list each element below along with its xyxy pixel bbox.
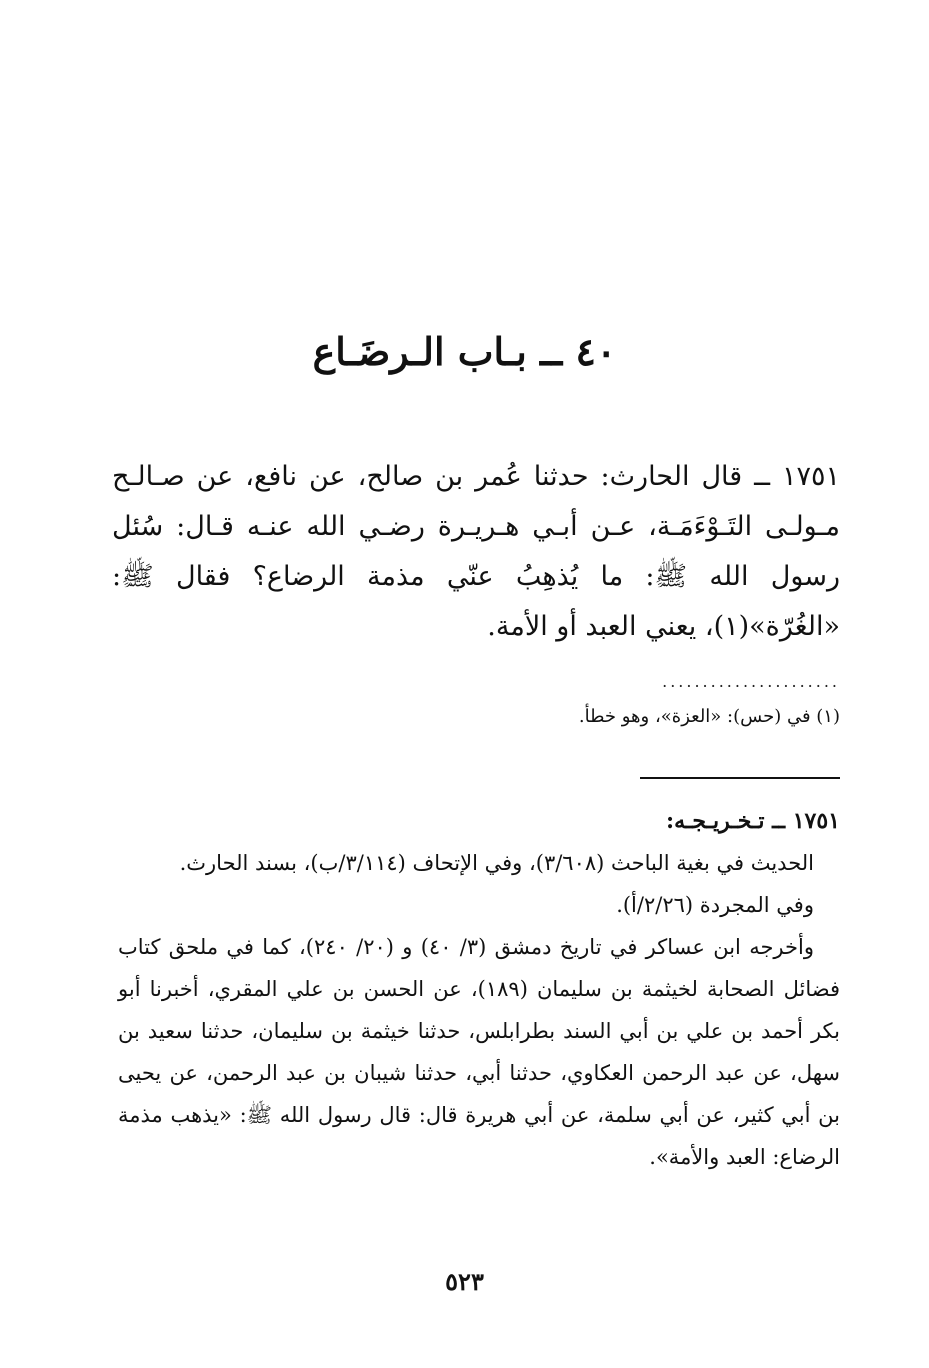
footnote: (١) في (حس): «العزة»، وهو خطأ. [578, 706, 840, 727]
takhrij-section [118, 800, 840, 1178]
hadith-text: ١٧٥١ ــ قال الحارث: حدثنا عُمر بن صالح، عن نافع، عن صـالـح مـولـى التَـوْءَمَـة، عـن أبـي هـريـرة رضـي الله عنـه قـال: سُئل رسول الله ﷺ: ما يُذهِبُ عنّي مذمة الرضاع؟ فقال ﷺ: «الغُرّة»(١)، يعني العبد أو الأمة. [112, 461, 840, 642]
takhrij-paragraph-1: الحديث في بغية الباحث (٣/٦٠٨)، وفي الإتحاف (٣/١١٤/ب)، بسند الحارث. [179, 851, 814, 875]
page-number: ٥٢٣ [445, 1267, 484, 1296]
chapter-title: ٤٠ ــ بـاب الـرضَـاع [312, 329, 617, 374]
takhrij-heading: ١٧٥١ ــ تـخـريـجـه: [666, 808, 840, 834]
footnote-separator-dots: ...................... [662, 672, 840, 691]
hadith-text-block [112, 452, 840, 652]
takhrij-paragraph-2: وفي المجردة (٢/٢٦/أ). [616, 893, 814, 917]
takhrij-paragraph-3: وأخرجه ابن عساكر في تاريخ دمشق (٣/ ٤٠) و (٢٠/ ٢٤٠)، كما في ملحق كتاب فضائل الصحابة لخيثمة بن سليمان (١٨٩)، عن الحسن بن علي المقري، أخبرنا أبو بكر أحمد بن علي بن أبي السند بطرابلس، حدثنا خيثمة بن سليمان، حدثنا سعيد بن سهل، عن عبد الرحمن العكاوي، حدثنا أبي، حدثنا شيبان بن عبد الرحمن، عن يحيى بن أبي كثير، عن أبي سلمة، عن أبي هريرة قال: قال رسول الله ﷺ: «يذهب مذمة الرضاع: العبد والأمة». [118, 935, 841, 1169]
section-divider [640, 777, 840, 779]
